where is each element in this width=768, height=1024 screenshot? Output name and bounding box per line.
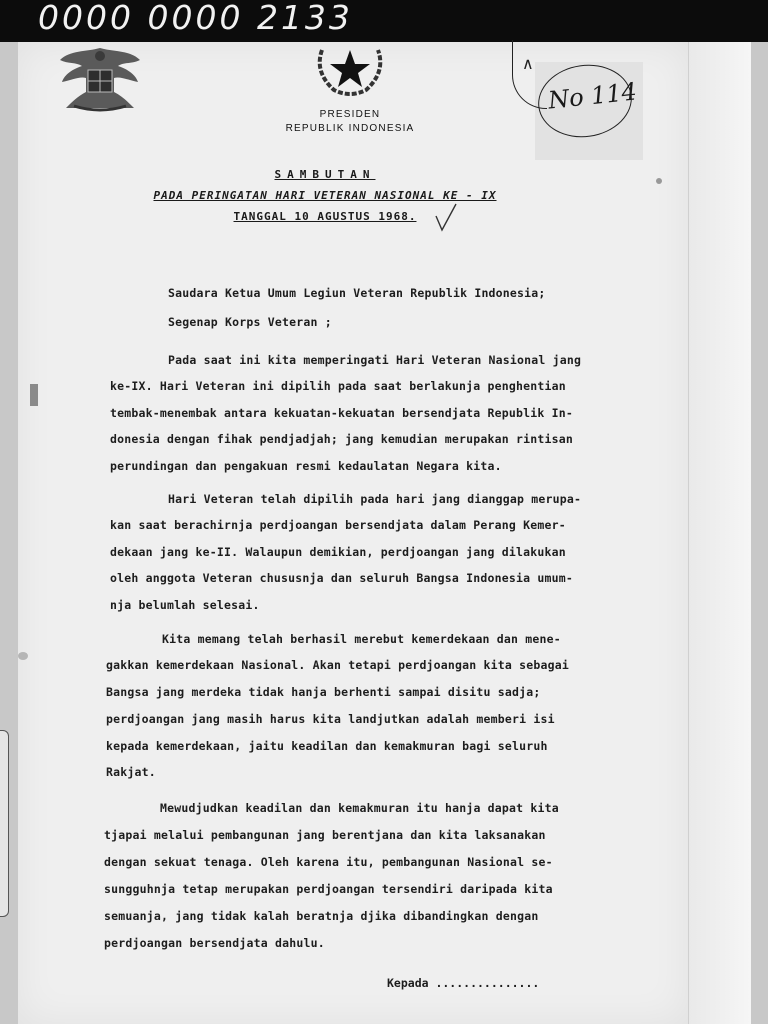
body-line: semuanja, jang tidak kalah beratnja djika dibandingkan dengan [104, 909, 539, 923]
check-mark-icon [434, 202, 458, 232]
body-line: dekaan jang ke-II. Walaupun demikian, perdjoangan jang dilakukan [110, 545, 566, 559]
body-line: kan saat berachirnja perdjoangan bersendjata dalam Perang Kemer- [110, 518, 566, 532]
body-line: Mewudjudkan keadilan dan kemakmuran itu hanja dapat kita [160, 801, 559, 815]
body-line: oleh anggota Veteran chususnja dan seluruh Bangsa Indonesia umum- [110, 571, 574, 585]
reel-number: 0000 0000 2133 [38, 0, 353, 37]
body-line: Kita memang telah berhasil merebut kemerdekaan dan mene- [162, 632, 561, 646]
paper-speck [18, 652, 28, 660]
salutation-line: Saudara Ketua Umum Legiun Veteran Republik Indonesia; [168, 286, 546, 300]
body-line: perdjoangan bersendjata dahulu. [104, 936, 325, 950]
body-line: Bangsa jang merdeka tidak hanja berhenti sampai disitu sadja; [106, 685, 541, 699]
body-line: perundingan dan pengakuan resmi kedaulatan Negara kita. [110, 459, 502, 473]
star-wreath-icon [308, 42, 392, 98]
speech-title: SAMBUTAN [274, 168, 376, 181]
body-line: dengan sekuat tenaga. Oleh karena itu, pembangunan Nasional se- [104, 855, 553, 869]
body-line: Pada saat ini kita memperingati Hari Veteran Nasional jang [168, 353, 582, 367]
speech-occasion: PADA PERINGATAN HARI VETERAN NASIONAL KE - IX [153, 189, 497, 202]
salutation-line: Segenap Korps Veteran ; [168, 315, 332, 329]
body-line: kepada kemerdekaan, jaitu keadilan dan kemakmuran bagi seluruh [106, 739, 548, 753]
adjacent-page-edge [688, 42, 751, 1024]
body-line: tembak-menembak antara kekuatan-kekuatan bersendjata Republik In- [110, 406, 574, 420]
paper-speck [656, 178, 662, 184]
body-line: nja belumlah selesai. [110, 598, 260, 612]
body-line: donesia dengan fihak pendjadjah; jang kemudian merupakan rintisan [110, 432, 574, 446]
body-line: ke-IX. Hari Veteran ini dipilih pada saat berlakunja penghentian [110, 379, 566, 393]
body-line: sungguhnja tetap merupakan perdjoangan tersendiri daripada kita [104, 882, 553, 896]
margin-mark [30, 384, 38, 406]
handwritten-mark: ∧ [522, 54, 534, 73]
registry-number: No 114 [546, 77, 639, 115]
letterhead-line-2: REPUBLIK INDONESIA [285, 123, 415, 134]
body-line: tjapai melalui pembangunan jang berentjana dan kita laksanakan [104, 828, 546, 842]
body-line: Hari Veteran telah dipilih pada hari jang dianggap merupa- [168, 492, 582, 506]
garuda-emblem-icon [56, 42, 144, 114]
body-line: perdjoangan jang masih harus kita landjutkan adalah memberi isi [106, 712, 555, 726]
letterhead-line-1: PRESIDEN [319, 109, 381, 120]
speech-date: TANGGAL 10 AGUSTUS 1968. [233, 210, 417, 223]
microfilm-header-bar [0, 0, 768, 42]
continuation-catchword: Kepada ............... [387, 976, 540, 990]
binder-clip [0, 730, 9, 917]
body-line: gakkan kemerdekaan Nasional. Akan tetapi perdjoangan kita sebagai [106, 658, 570, 672]
body-line: Rakjat. [106, 765, 156, 779]
